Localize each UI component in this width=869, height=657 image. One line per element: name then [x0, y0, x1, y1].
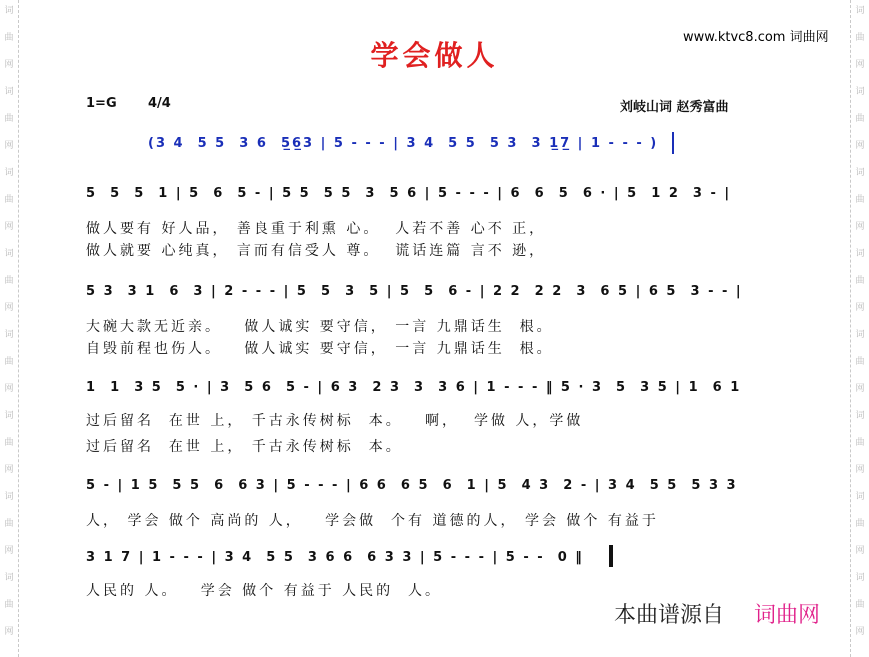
watermark-glyph: 词: [855, 87, 865, 97]
watermark-glyph: 曲: [4, 276, 14, 286]
watermark-glyph: 词: [4, 492, 14, 502]
final-bar: [609, 545, 613, 567]
watermark-glyph: 网: [4, 60, 14, 70]
watermark-glyph: 曲: [855, 114, 865, 124]
footer-source: 本曲谱源自: [614, 603, 725, 628]
left-watermark-border: [0, 0, 19, 657]
watermark-glyph: 网: [855, 222, 865, 232]
watermark-glyph: 曲: [4, 438, 14, 448]
watermark-glyph: 网: [855, 546, 865, 556]
watermark-glyph: 曲: [4, 33, 14, 43]
watermark-glyph: 词: [855, 6, 865, 16]
watermark-glyph: 曲: [855, 519, 865, 529]
footer-brand[interactable]: 词曲网: [754, 603, 821, 628]
watermark-glyph: 曲: [855, 276, 865, 286]
watermark-glyph: 网: [855, 627, 865, 637]
watermark-glyph: 曲: [855, 438, 865, 448]
lyric-line-2a: 大碗大款无近亲。 做人诚实 要守信， 一言 九鼎话生 根。: [86, 319, 554, 335]
lyric-line-2b: 自毁前程也伤人。 做人诚实 要守信， 一言 九鼎话生 根。: [86, 341, 554, 357]
watermark-glyph: 曲: [4, 195, 14, 205]
watermark-glyph: 曲: [4, 357, 14, 367]
watermark-glyph: 曲: [4, 114, 14, 124]
watermark-glyph: 网: [4, 465, 14, 475]
watermark-glyph: 词: [4, 330, 14, 340]
watermark-glyph: 词: [855, 411, 865, 421]
watermark-glyph: 网: [4, 627, 14, 637]
watermark-glyph: 词: [855, 492, 865, 502]
watermark-glyph: 词: [4, 87, 14, 97]
lyric-line-3b: 过后留名 在世 上， 千古永传树标 本。: [86, 439, 403, 455]
watermark-glyph: 曲: [4, 600, 14, 610]
watermark-glyph: 网: [855, 384, 865, 394]
notation-line-4: 5 - | 1 5 5 5 6 6 3 | 5 - - - | 6 6 6 5 6 1 | 5 4 3 2 - | 3 4 5 5 5 3 3: [86, 478, 738, 493]
credits: 刘岐山词 赵秀富曲: [620, 100, 729, 115]
intro-end-bar: [672, 132, 674, 154]
site-url[interactable]: www.ktvc8.com 词曲网: [683, 30, 829, 45]
notation-line-2: 5 3 3 1 6 3 | 2 - - - | 5 5 3 5 | 5 5 6 - | 2 2 2 2 3 6 5 | 6 5 3 - - |: [86, 284, 743, 299]
key-signature: 1=G: [86, 96, 117, 111]
lyric-line-1b: 做人就要 心纯真， 言而有信受人 尊。 谎话连篇 言不 逊，: [86, 243, 547, 259]
watermark-glyph: 网: [4, 303, 14, 313]
lyric-line-4a: 人， 学会 做个 高尚的 人， 学会做 个有 道德的人， 学会 做个 有益于: [86, 513, 659, 529]
watermark-glyph: 词: [855, 573, 865, 583]
watermark-glyph: 曲: [4, 519, 14, 529]
watermark-glyph: 词: [855, 330, 865, 340]
watermark-glyph: 词: [4, 168, 14, 178]
watermark-glyph: 网: [855, 60, 865, 70]
watermark-glyph: 曲: [855, 195, 865, 205]
watermark-glyph: 网: [855, 303, 865, 313]
watermark-glyph: 网: [855, 141, 865, 151]
intro-notation: (3 4 5 5 3 6 5̲6̲3 | 5 - - - | 3 4 5 5 5 3 3 1̲7̲ | 1 - - - ): [148, 136, 659, 151]
lyric-line-5a: 人民的 人。 学会 做个 有益于 人民的 人。: [86, 583, 443, 599]
watermark-glyph: 曲: [855, 600, 865, 610]
watermark-glyph: 词: [4, 573, 14, 583]
watermark-glyph: 词: [855, 249, 865, 259]
watermark-glyph: 词: [4, 6, 14, 16]
watermark-glyph: 网: [4, 384, 14, 394]
watermark-glyph: 词: [855, 168, 865, 178]
right-watermark-border: [850, 0, 869, 657]
lyric-line-3a: 过后留名 在世 上， 千古永传树标 本。 啊， 学做 人，学做: [86, 413, 584, 429]
watermark-glyph: 曲: [855, 33, 865, 43]
notation-line-1: 5 5 5 1 | 5 6 5 - | 5 5 5 5 3 5 6 | 5 - - - | 6 6 5 6 · | 5 1 2 3 - |: [86, 186, 732, 201]
watermark-glyph: 曲: [855, 357, 865, 367]
time-signature: 4/4: [148, 96, 171, 111]
watermark-glyph: 词: [4, 411, 14, 421]
watermark-glyph: 网: [4, 141, 14, 151]
watermark-glyph: 词: [4, 249, 14, 259]
notation-line-3: 1 1 3 5 5 · | 3 5 6 5 - | 6 3 2 3 3 3 6 | 1 - - - ‖ 5 · 3 5 3 5 | 1 6 1: [86, 380, 742, 395]
watermark-glyph: 网: [855, 465, 865, 475]
notation-line-5: 3 1 7 | 1 - - - | 3 4 5 5 3 6 6 6 3 3 | 5 - - - | 5 - - 0 ‖: [86, 550, 584, 565]
lyric-line-1a: 做人要有 好人品， 善良重于利熏 心。 人若不善 心不 正，: [86, 221, 547, 237]
watermark-glyph: 网: [4, 546, 14, 556]
song-title: 学会做人: [370, 39, 499, 72]
watermark-glyph: 网: [4, 222, 14, 232]
